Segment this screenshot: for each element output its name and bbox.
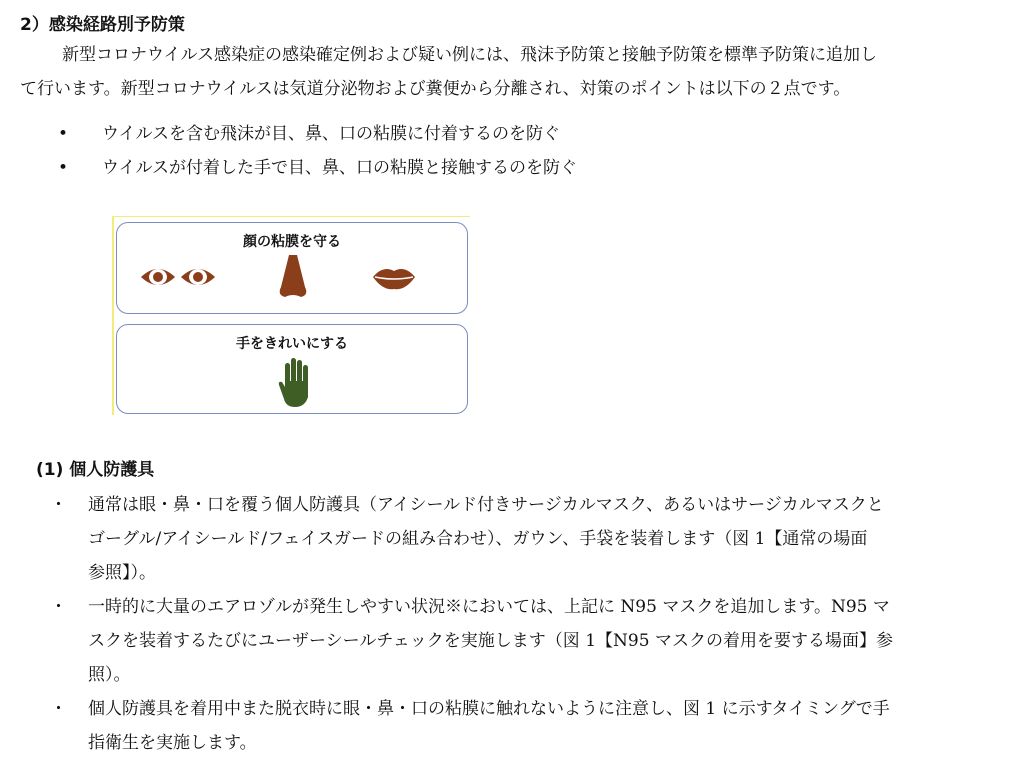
- bullet-mark: •: [58, 158, 69, 178]
- bullet-item: [58, 153, 577, 178]
- bullet-item: [58, 119, 560, 144]
- eyes-icon: [139, 263, 219, 291]
- item-line: 参照】）。: [88, 563, 156, 583]
- intro-paragraph: [20, 38, 1010, 106]
- item-mark: ・: [50, 597, 67, 617]
- card-title: 手をきれいにする: [236, 336, 348, 352]
- item-text: [88, 692, 1015, 760]
- nose-icon: [275, 253, 311, 299]
- item-text: [88, 590, 1015, 692]
- bullet-text: ウイルスを含む飛沫が目、鼻、口の粘膜に付着するのを防ぐ: [102, 124, 560, 144]
- ppe-item: [50, 692, 1015, 760]
- figure-infection-routes: [112, 216, 470, 415]
- card-protect-mucosa: [116, 222, 468, 314]
- item-line: 指衛生を実施します。: [88, 733, 257, 753]
- intro-line-2: て行います。新型コロナウイルスは気道分泌物および糞便から分離され、対策のポイントは以下の２点です。: [20, 79, 851, 99]
- item-line: ゴーグル/アイシールド/フェイスガードの組み合わせ）、ガウン、手袋を装着します（図 1【通常の場面: [88, 529, 868, 549]
- item-line: 個人防護具を着用中また脱衣時に眼・鼻・口の粘膜に触れないように注意し、図 1 に示すタイミングで手: [88, 699, 890, 719]
- item-text: [88, 488, 1015, 590]
- lips-icon: [371, 265, 417, 291]
- item-line: 一時的に大量のエアロゾルが発生しやすい状況※においては、上記に N95 マスクを追加します。N95 マ: [88, 597, 890, 617]
- item-line: 照）。: [88, 665, 131, 685]
- item-mark: ・: [50, 495, 67, 515]
- item-line: 通常は眼・鼻・口を覆う個人防護具（アイシールド付きサージカルマスク、あるいはサージカルマスクと: [88, 495, 884, 515]
- card-title: 顔の粘膜を守る: [243, 234, 341, 250]
- card-clean-hands: [116, 324, 468, 414]
- intro-line-1: 新型コロナウイルス感染症の感染確定例および疑い例には、飛沫予防策と接触予防策を標準予防策に追加し: [62, 45, 877, 65]
- item-line: スクを装着するたびにユーザーシールチェックを実施します（図 1【N95 マスクの着用を要する場面】参: [88, 631, 893, 651]
- ppe-item: [50, 590, 1015, 692]
- bullet-text: ウイルスが付着した手で目、鼻、口の粘膜と接触するのを防ぐ: [102, 158, 577, 178]
- hand-icon: [277, 357, 317, 409]
- ppe-heading: (1) 個人防護具: [36, 460, 155, 480]
- bullet-mark: •: [58, 124, 69, 144]
- item-mark: ・: [50, 699, 67, 719]
- ppe-item: [50, 488, 1015, 590]
- section-heading: 2）感染経路別予防策: [20, 15, 185, 35]
